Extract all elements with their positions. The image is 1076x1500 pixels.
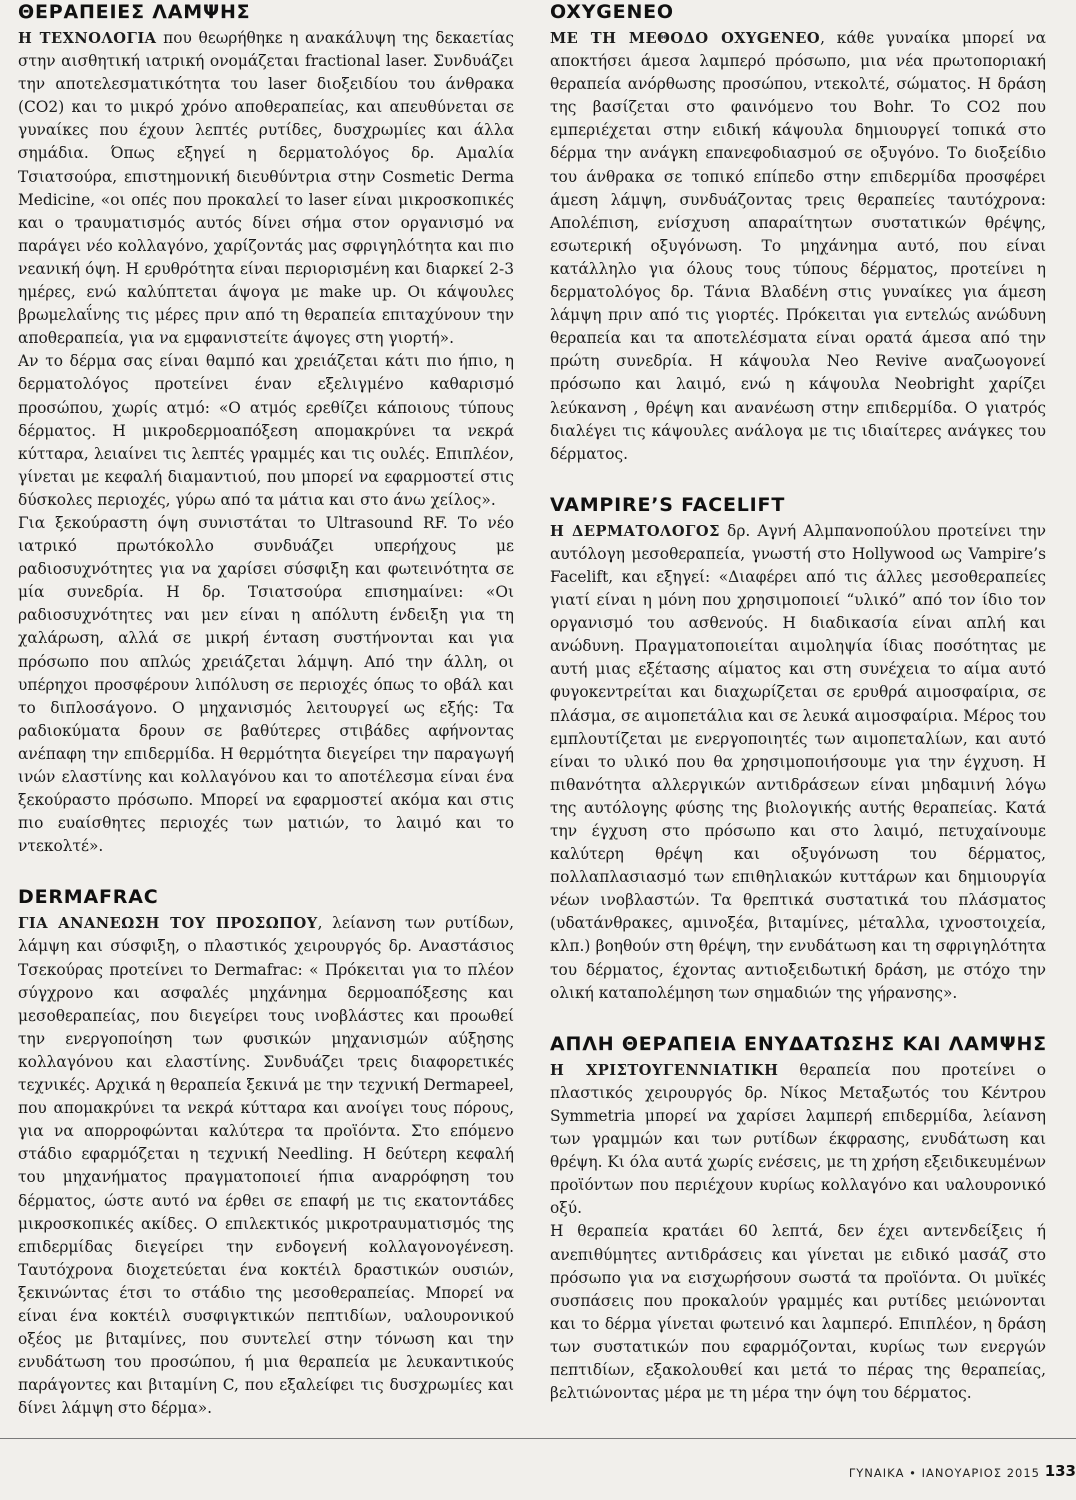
section-paragraph: Αν το δέρμα σας είναι θαμπό και χρειάζεται κάτι πιο ήπιο, η δερματολόγος προτείνει έναν εξελιγμένο καθαρισμό προσώπου, χωρίς ατμό: «Ο ατμός ερεθίζει κάποιους τύπους δέρματος. Η μικροδερμοαπόξεση απομακρύνει τα νεκρά κύτταρα, λειαίνει τις λεπτές γραμμές και τις ουλές. Επιπλέον, γίνεται με κεφαλή διαμαντιού, που μπορεί να εφαρμοστεί στις δύσκολες περιοχές, γύρω από τα μάτια και στο άνω χείλος». <box>18 352 514 509</box>
footer-rule <box>0 1438 1076 1439</box>
paragraph-text: , λείανση των ρυτίδων, λάμψη και σύσφιξη, ο πλαστικός χειρουργός δρ. Αναστάσιος Τσεκούρας προτείνει το Dermafrac: « Πρόκειται για το πλέον σύγχρονο και ασφαλές μηχάνημα δερμοαπόξεσης και μεσοθεραπείας, που διεγείρει τους ινοβλάστες και προωθεί την ενεργοποίηση των φυσικών μηχανισμών αύξησης κολλαγόνου και ελαστίνης. Συνδυάζει τρεις διαφορετικές τεχνικές. Αρχικά η θεραπεία ξεκινά με την τεχνική Dermapeel, που απομακρύνει τα νεκρά κύτταρα και ανοίγει τους πόρους, για να απορροφώνται καλύτερα τα προϊόντα. Στο επόμενο στάδιο εφαρμόζεται η τεχνική Needling. Η δεύτερη κεφαλή του μηχανήματος πραγματοποιεί ήπια αναρρόφηση του δέρματος, ώστε αυτό να έρθει σε επαφή με τις εκατοντάδες μικροσκοπικές ακίδες. Ο επιλεκτικός μικροτραυματισμός της επιδερμίδας διεγείρει την ενδογενή κολλαγονογένεση. Ταυτόχρονα διοχετεύεται ένα κοκτέιλ δραστικών ουσιών, ξεκινώντας έτσι το στάδιο της μεσοθεραπείας. Μπορεί να είναι ένα κοκτέιλ συσφιγκτικών πεπτιδίων, υαλουρονικού οξέος με βιταμίνες, που συντελεί στην τόνωση και την ενυδάτωση του προσώπου, ή μια θεραπεία με λευκαντικούς παράγοντες και βιταμίνη C, που εξαλείφει τις δυσχρωμίες και δίνει λάμψη στο δέρμα». <box>18 914 515 1418</box>
section-title-oxygeneo: OXYGENEO <box>550 1 674 23</box>
section-title-dermafrac: DERMAFRAC <box>18 886 159 909</box>
section-title-hydration-glow: ΑΠΛΗ ΘΕΡΑΠΕΙΑ ΕΝΥΔΑΤΩΣΗΣ ΚΑΙ ΛΑΜΨΗΣ <box>550 1032 1047 1055</box>
lead-in: ΜΕ ΤΗ ΜΕΘΟΔΟ OXYGENEO <box>550 30 821 47</box>
lead-in: Η ΔΕΡΜΑΤΟΛΟΓΟΣ <box>550 522 720 540</box>
section-paragraph <box>550 27 1046 466</box>
left-column <box>18 0 514 1420</box>
section-title-therapies-glow: ΘΕΡΑΠΕΙΕΣ ΛΑΜΨΗΣ <box>18 1 251 23</box>
paragraph-text: που θεωρήθηκε η ανακάλυψη της δεκαετίας στην αισθητική ιατρική ονομάζεται fractional laser. Συνδυάζει την αποτελεσματικότητα του laser διοξειδίου του άνθρακα (CO2) και το μικρό χρόνο αποθεραπείας, και απευθύνεται σε γυναίκες που έχουν λεπτές ρυτίδες, δυσχρωμίες και άλλα σημάδια. Όπως εξηγεί η δερματολόγος δρ. Αμαλία Τσιατσούρα, επιστημονική διευθύντρια στην Cosmetic Derma Medicine, «οι οπές που προκαλεί το laser είναι μικροσκοπικές και ο τραυματισμός αυτός δίνει σήμα στον οργανισμό να παράγει νέο κολλαγόνο, χαρίζοντάς μας σφριγηλότητα και πιο νεανική όψη. Η ερυθρότητα είναι περιορισμένη και διαρκεί 2-3 ημέρες, ενώ καλύπτεται άψογα με make up. Οι κάψουλες βρωμελαΐνης τις μέρες πριν από τη θεραπεία επιταχύνουν την αποθεραπεία, για να εμφανιστείτε άψογες στη γιορτή». <box>18 29 514 348</box>
right-column <box>550 0 1046 1405</box>
lead-in: Η ΤΕΧΝΟΛΟΓΙΑ <box>18 30 157 47</box>
section-paragraph <box>550 1059 1046 1221</box>
section-paragraph <box>18 912 514 1420</box>
lead-in: Η ΧΡΙΣΤΟΥΓΕΝΝΙΑΤΙΚΗ <box>550 1061 779 1079</box>
section-paragraph <box>550 520 1046 1005</box>
footer-magazine-issue: ΓΥΝΑΙΚΑ • ΙΑΝΟΥΑΡΙΟΣ 2015 <box>848 1466 1040 1480</box>
section-paragraph <box>18 27 514 350</box>
lead-in: ΓΙΑ ΑΝΑΝΕΩΣΗ ΤΟΥ ΠΡΟΣΩΠΟΥ <box>18 915 318 933</box>
page-number: 133 <box>1044 1462 1076 1480</box>
paragraph-text: δρ. Αγνή Αλμπανοπούλου προτείνει την αυτόλογη μεσοθεραπεία, γνωστή στο Hollywood ως Vampire’s Facelift, και εξηγεί: «Διαφέρει από τις άλλες μεσοθεραπείες γιατί είναι η μόνη που χρησιμοποιεί “υλικό” από τον ίδιο τον οργανισμό του ασθενούς. Η διαδικασία είναι απλή και ανώδυνη. Πραγματοποιείται αιμοληψία ίδιας ποσότητας με αυτή μιας εξέτασης αίματος και στη συνέχεια το αίμα αυτό φυγοκεντρείται και διαχωρίζεται σε ερυθρά αιμοσφαίρια, σε πλάσμα, σε αιμοπετάλια και σε λευκά αιμοσφαίρια. Μέρος του εμπλουτίζεται με ενεργοποιητές των αιμοπεταλίων, και αυτό είναι το υλικό που θα χρησιμοποιήσουμε για την έγχυση. Η πιθανότητα αλλεργικών αντιδράσεων είναι μηδαμινή λόγω της αυτόλογης φύσης της βιολογικής αυτής θεραπείας. Κατά την έγχυση στο πρόσωπο και στο λαιμό, πετυχαίνουμε καλύτερη θρέψη και οξυγόνωση του δέρματος, πολλαπλασιασμό των επιθηλιακών κυττάρων και δημιουργία νέων ινοβλαστών. Τα θρεπτικά συστατικά του πλάσματος (υδατάνθρακες, αμινοξέα, βιταμίνες, μέταλλα, ιχνοστοιχεία, κλπ.) βοηθούν στη θρέψη, την ενυδάτωση και τη σφριγηλότητα του δέρματος, έχοντας αντιοξειδωτική δράση, με στόχο την ολική καταπολέμηση των σημαδιών της γήρανσης». <box>550 521 1046 1002</box>
section-paragraph: Για ξεκούραστη όψη συνιστάται το Ultrasound RF. Το νέο ιατρικό πρωτόκολλο συνδυάζει υπερήχους με ραδιοσυχνότητες για να χαρίσει σύσφιξη και φωτεινότητα σε μία συνεδρία. Η δρ. Τσιατσούρα επισημαίνει: «Οι ραδιοσυχνότητες ναι μεν είναι η απόλυτη ένδειξη για τη χαλάρωση, αλλά σε μικρή ένταση συστήνονται και για πρόσωπο που απλώς χρειάζεται λάμψη. Από την άλλη, οι υπέρηχοι προσφέρουν λιπόλυση σε περιοχές όπως το οβάλ και το διπλοσάγονο. Ο μηχανισμός λειτουργεί ως εξής: Τα ραδιοκύματα δρουν σε βαθύτερες στιβάδες αφήνοντας ανέπαφη την επιδερμίδα. Η θερμότητα διεγείρει την παραγωγή ινών ελαστίνης και κολλαγόνου και το αποτέλεσμα είναι ένα ξεκούραστο πρόσωπο. Μπορεί να εφαρμοστεί ακόμα και στις πιο ευαίσθητες περιοχές των ματιών, το λαιμό και το ντεκολτέ». <box>18 513 514 856</box>
paragraph-text: θεραπεία που προτείνει ο πλαστικός χειρουργός δρ. Νίκος Μεταξωτός του Κέντρου Symmetria μπορεί να χαρίσει λαμπερή επιδερμίδα, λείανση των γραμμών και των ρυτίδων έκφρασης, ενυδάτωση και θρέψη. Κι όλα αυτά χωρίς ενέσεις, με τη χρήση εξειδικευμένων προϊόντων που περιέχουν κυρίως κολλαγόνο και υαλουρονικό οξύ. <box>550 1060 1046 1218</box>
section-title-vampires-facelift: VAMPIRE’S FACELIFT <box>550 493 786 516</box>
paragraph-text: , κάθε γυναίκα μπορεί να αποκτήσει άμεσα λαμπερό πρόσωπο, μια νέα πρωτοποριακή θεραπεία ανόρθωσης προσώπου, ντεκολτέ, σώματος. Η δράση της βασίζεται στο φαινόμενο του Bohr. Το CO2 που εμπεριέχεται στην ειδική κάψουλα δημιουργεί τοπικά στο δέρμα την ανάγκη επανεφοδιασμού σε οξυγόνο. Το διοξείδιο του άνθρακα σε τοπικό επίπεδο στην επιδερμίδα προσφέρει άμεση λάμψη, συνδυάζοντας τρεις θεραπείες ταυτόχρονα: Απολέπιση, ενίσχυση απαραίτητων συστατικών θρέψης, εσωτερική οξυγόνωση. Το μηχάνημα αυτό, που είναι κατάλληλο για όλους τους τύπους δέρματος, προτείνει η δερματολόγος δρ. Τάνια Βλαδένη στις γυναίκες για άμεση λάμψη πριν από τις γιορτές. Πρόκειται για εντελώς ανώδυνη θεραπεία και τα αποτελέσματα είναι ορατά άμεσα από την πρώτη συνεδρία. Η κάψουλα Neo Revive αναζωογονεί πρόσωπο και λαιμό, ενώ η κάψουλα Neobright χαρίζει λεύκανση , θρέψη και ανανέωση στην επιδερμίδα. Ο γιατρός διαλέγει τις κάψουλες ανάλογα με τις ιδιαίτερες ανάγκες του δέρματος. <box>550 29 1046 463</box>
section-paragraph: Η θεραπεία κρατάει 60 λεπτά, δεν έχει αντενδείξεις ή ανεπιθύμητες αντιδράσεις και γίνεται με ειδικό μασάζ στο πρόσωπο για να εισχωρήσουν σωστά τα προϊόντα. Οι μυϊκές συσπάσεις που προκαλούν γραμμές και ρυτίδες μειώνονται και το δέρμα γίνεται φωτεινό και λαμπερό. Επιπλέον, η δράση των συστατικών που εφαρμόζονται, κυρίως των ενεργών πεπτιδίων, εξακολουθεί και μετά το πέρας της θεραπείας, βελτιώνοντας μέρα με τη μέρα την όψη του δέρματος. <box>550 1222 1046 1403</box>
